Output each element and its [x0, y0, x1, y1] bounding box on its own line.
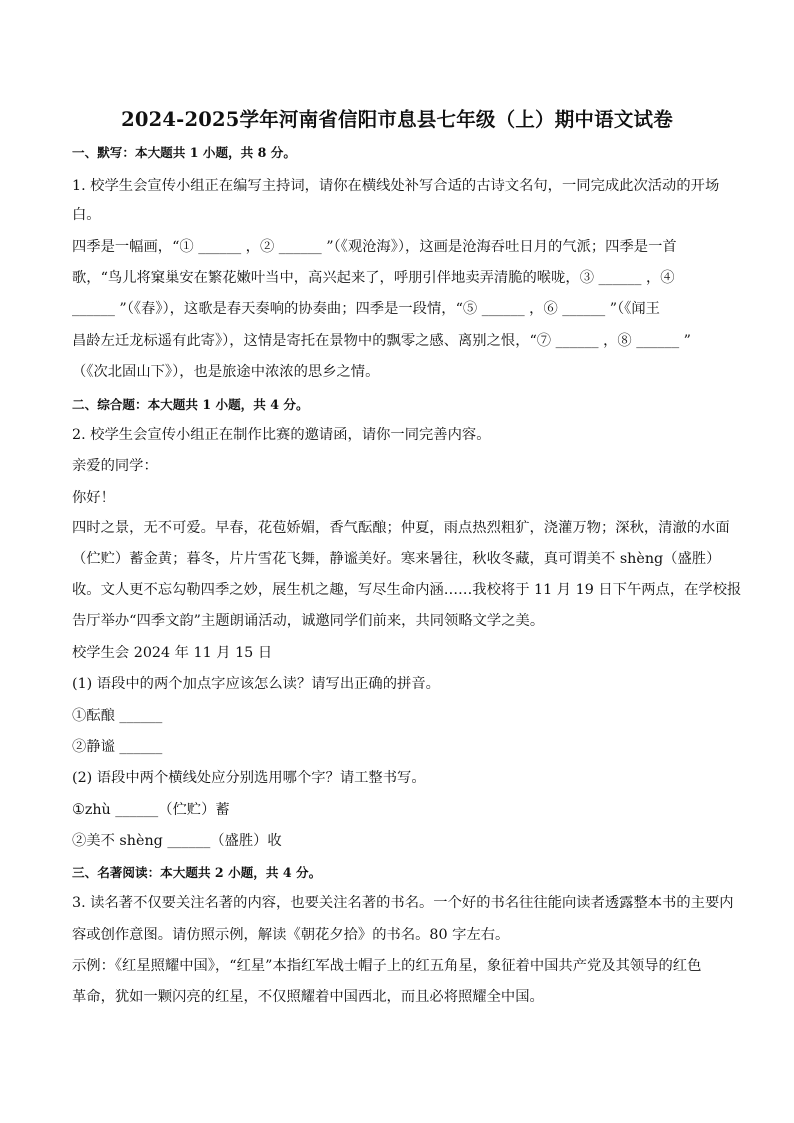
question-3-line: 3. 读名著不仅要关注名著的内容，也要关注名著的书名。一个好的书名往往能向读者透露整本书的主要内 [72, 895, 734, 911]
letter-hello: 你好！ [72, 490, 115, 506]
letter-body-line: 四时之景，无不可爱。早春，花苞娇媚，香气酝酿；仲夏，雨点热烈粗犷，浇灌万物；深秋，清澈的水面 [72, 520, 730, 536]
sub-question-2-item: ②美不 shèng ______（盛胜）收 [72, 833, 282, 849]
letter-greeting: 亲爱的同学： [72, 458, 158, 474]
section-heading-3: 三、名著阅读：本大题共 2 小题，共 4 分。 [72, 865, 322, 880]
sub-question-2-item: ①zhù ______（伫贮）蓄 [72, 802, 230, 818]
sub-question-1-item: ②静谧 ______ [72, 739, 163, 755]
section-heading-2: 二、综合题：本大题共 1 小题，共 4 分。 [72, 397, 309, 412]
letter-body-line: （伫贮）蓄金黄；暮冬，片片雪花飞舞，静谧美好。寒来暑往，秋收冬藏，真可谓美不 shèng（盛胜） [72, 551, 721, 567]
question-1-line: 白。 [72, 207, 101, 223]
page-title: 2024-2025学年河南省信阳市息县七年级（上）期中语文试卷 [121, 108, 673, 131]
letter-signature: 校学生会 2024 年 11 月 15 日 [72, 645, 273, 661]
letter-body-line: 告厅举办“四季文韵”主题朗诵活动，诚邀同学们前来，共同领略文学之美。 [72, 613, 545, 629]
question-1-line: ______ ”（《春》），这歌是春天奏响的协奏曲；四季是一段情，“⑤ ______ ，⑥ ______ ”（《闻王 [72, 301, 660, 317]
question-1-line: 四季是一幅画，“① ______ ，② ______ ”（《观沧海》），这画是沧海吞吐日月的气派；四季是一首 [72, 239, 677, 255]
question-1-line: 歌，“鸟儿将窠巢安在繁花嫩叶当中，高兴起来了，呼朋引伴地卖弄清脆的喉咙，③ ______ ，④ [72, 270, 675, 286]
question-1-line: （《次北固山下》），也是旅途中浓浓的思乡之情。 [72, 364, 380, 380]
question-3-example: 革命，犹如一颗闪亮的红星，不仅照耀着中国西北，而且必将照耀全中国。 [72, 989, 544, 1005]
sub-question-1: (1) 语段中的两个加点字应该怎么读？请写出正确的拼音。 [72, 676, 440, 692]
question-3-example: 示例：《红星照耀中国》，“红星”本指红军战士帽子上的红五角星，象征着中国共产党及其领导的红色 [72, 958, 702, 974]
letter-body-line: 收。文人更不忘勾勒四季之妙，展生机之趣，写尽生命内涵……我校将于 11 月 19 日下午两点，在学校报 [72, 582, 742, 598]
question-1-line: 昌龄左迁龙标遥有此寄》），这情是寄托在景物中的飘零之感、离别之恨，“⑦ ______ ，⑧ ______ ” [72, 333, 691, 349]
question-2-line: 2. 校学生会宣传小组正在制作比赛的邀请函，请你一同完善内容。 [72, 427, 491, 443]
question-1-line: 1. 校学生会宣传小组正在编写主持词，请你在横线处补写合适的古诗文名句，一同完成此次活动的开场 [72, 178, 720, 194]
sub-question-1-item: ①酝酿 ______ [72, 708, 163, 724]
sub-question-2: (2) 语段中两个横线处应分别选用哪个字？请工整书写。 [72, 770, 426, 786]
question-3-line: 容或创作意图。请仿照示例，解读《朝花夕拾》的书名。80 字左右。 [72, 927, 510, 943]
section-heading-1: 一、默写：本大题共 1 小题，共 8 分。 [72, 145, 296, 160]
